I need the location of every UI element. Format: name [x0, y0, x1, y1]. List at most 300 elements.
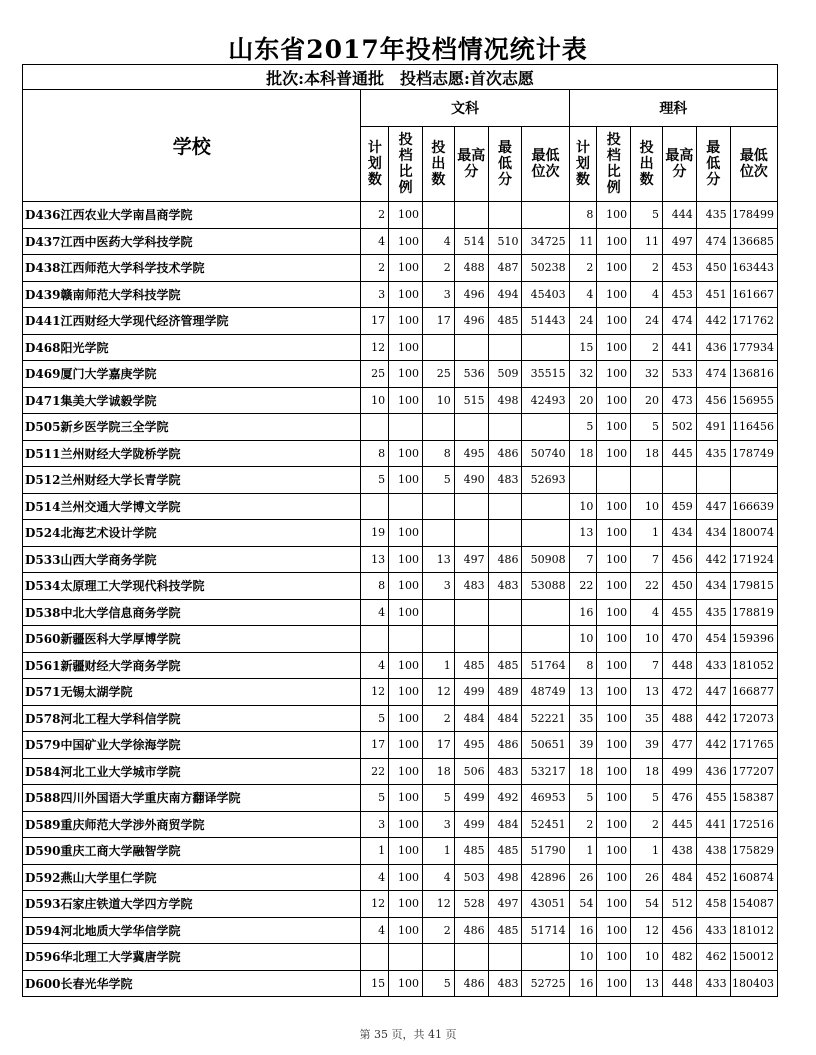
like-min-score: 458 [696, 891, 730, 918]
wenke-admitted-count [423, 414, 455, 441]
like-min-score: 433 [696, 970, 730, 997]
like-max-score: 453 [662, 281, 696, 308]
table-row [23, 652, 778, 679]
wenke-max-score: 485 [454, 838, 488, 865]
wenke-max-score: 497 [454, 546, 488, 573]
like-plan-count: 20 [569, 387, 597, 414]
like-admitted-count: 20 [631, 387, 663, 414]
wenke-min-rank: 52693 [522, 467, 569, 494]
like-admitted-count: 5 [631, 785, 663, 812]
like-min-score: 435 [696, 599, 730, 626]
wenke-max-score: 490 [454, 467, 488, 494]
wenke-admitted-count [423, 626, 455, 653]
wenke-plan-count: 17 [361, 732, 389, 759]
like-admitted-count: 1 [631, 838, 663, 865]
like-max-score: 455 [662, 599, 696, 626]
like-plan-count: 18 [569, 440, 597, 467]
wenke-min-score [488, 626, 522, 653]
like-min-rank: 181012 [730, 917, 777, 944]
wenke-admitted-count: 25 [423, 361, 455, 388]
wenke-plan-count [361, 944, 389, 971]
wenke-min-rank [522, 520, 569, 547]
wenke-admitted-count: 3 [423, 811, 455, 838]
like-admitted-count: 39 [631, 732, 663, 759]
wenke-admit-ratio: 100 [389, 599, 423, 626]
like-admit-ratio: 100 [597, 732, 631, 759]
table-row [23, 705, 778, 732]
like-admit-ratio: 100 [597, 520, 631, 547]
wenke-min-score: 486 [488, 732, 522, 759]
wenke-max-score: 486 [454, 970, 488, 997]
wenke-max-score [454, 599, 488, 626]
school-name: D533山西大学商务学院 [23, 546, 361, 573]
wenke-plan-count: 15 [361, 970, 389, 997]
wenke-admit-ratio: 100 [389, 785, 423, 812]
wenke-admitted-count: 3 [423, 281, 455, 308]
wenke-plan-count: 17 [361, 308, 389, 335]
wenke-admitted-count: 1 [423, 652, 455, 679]
like-admitted-count: 2 [631, 255, 663, 282]
wenke-plan-count-header: 计 划 数 [361, 127, 389, 202]
wenke-min-rank: 50740 [522, 440, 569, 467]
wenke-plan-count: 12 [361, 891, 389, 918]
school-name: D471集美大学诚毅学院 [23, 387, 361, 414]
like-admitted-count: 35 [631, 705, 663, 732]
wenke-plan-count: 8 [361, 573, 389, 600]
like-min-rank: 178819 [730, 599, 777, 626]
wenke-min-rank: 42493 [522, 387, 569, 414]
like-min-rank: 160874 [730, 864, 777, 891]
wenke-min-rank: 50651 [522, 732, 569, 759]
admission-table [22, 64, 778, 997]
like-max-score: 533 [662, 361, 696, 388]
like-min-rank: 180403 [730, 970, 777, 997]
like-admit-ratio [597, 467, 631, 494]
like-max-score: 512 [662, 891, 696, 918]
wenke-max-score: 485 [454, 652, 488, 679]
like-min-rank: 177934 [730, 334, 777, 361]
like-min-score: 452 [696, 864, 730, 891]
wenke-min-score: 494 [488, 281, 522, 308]
school-name: D468阳光学院 [23, 334, 361, 361]
wenke-admit-ratio: 100 [389, 917, 423, 944]
wenke-min-rank: 50908 [522, 546, 569, 573]
like-min-score: 442 [696, 546, 730, 573]
wenke-max-score [454, 520, 488, 547]
like-min-score: 442 [696, 732, 730, 759]
like-plan-count [569, 467, 597, 494]
wenke-min-score [488, 944, 522, 971]
wenke-min-rank: 46953 [522, 785, 569, 812]
like-admit-ratio: 100 [597, 785, 631, 812]
like-max-score: 472 [662, 679, 696, 706]
like-max-score: 448 [662, 652, 696, 679]
like-min-score: 474 [696, 361, 730, 388]
like-admitted-count: 24 [631, 308, 663, 335]
wenke-min-rank: 52221 [522, 705, 569, 732]
table-row [23, 361, 778, 388]
like-admitted-count: 10 [631, 944, 663, 971]
school-name: D437江西中医药大学科技学院 [23, 228, 361, 255]
like-min-rank-header: 最低 位次 [730, 127, 777, 202]
like-admitted-count: 2 [631, 334, 663, 361]
like-plan-count: 22 [569, 573, 597, 600]
table-row [23, 785, 778, 812]
wenke-min-rank [522, 493, 569, 520]
wenke-min-rank: 50238 [522, 255, 569, 282]
wenke-admit-ratio: 100 [389, 467, 423, 494]
wenke-max-score: 495 [454, 440, 488, 467]
school-name: D593石家庄铁道大学四方学院 [23, 891, 361, 918]
table-body [23, 202, 778, 997]
like-max-score: 459 [662, 493, 696, 520]
wenke-max-score: 536 [454, 361, 488, 388]
wenke-admitted-count: 10 [423, 387, 455, 414]
like-max-score: 499 [662, 758, 696, 785]
wenke-max-score [454, 944, 488, 971]
like-plan-count: 10 [569, 493, 597, 520]
table-row [23, 334, 778, 361]
wenke-max-score [454, 334, 488, 361]
like-admitted-count: 13 [631, 679, 663, 706]
like-min-score: 441 [696, 811, 730, 838]
like-min-rank: 177207 [730, 758, 777, 785]
wenke-min-rank: 52451 [522, 811, 569, 838]
like-min-rank: 136685 [730, 228, 777, 255]
wenke-admit-ratio: 100 [389, 811, 423, 838]
like-max-score: 474 [662, 308, 696, 335]
like-max-score: 450 [662, 573, 696, 600]
wenke-admit-ratio: 100 [389, 334, 423, 361]
wenke-min-score [488, 414, 522, 441]
like-min-score: 442 [696, 308, 730, 335]
wenke-max-score: 515 [454, 387, 488, 414]
like-min-rank: 166877 [730, 679, 777, 706]
wenke-min-score: 483 [488, 758, 522, 785]
like-plan-count: 54 [569, 891, 597, 918]
wenke-plan-count: 2 [361, 202, 389, 229]
wenke-admit-ratio: 100 [389, 679, 423, 706]
like-plan-count-header: 计 划 数 [569, 127, 597, 202]
wenke-admitted-count: 12 [423, 891, 455, 918]
wenke-min-rank: 51443 [522, 308, 569, 335]
table-row [23, 387, 778, 414]
like-plan-count: 11 [569, 228, 597, 255]
wenke-admitted-count: 3 [423, 573, 455, 600]
school-name: D534太原理工大学现代科技学院 [23, 573, 361, 600]
like-admit-ratio: 100 [597, 944, 631, 971]
wenke-admitted-count: 2 [423, 917, 455, 944]
like-min-score: 434 [696, 520, 730, 547]
like-plan-count: 16 [569, 599, 597, 626]
wenke-min-score: 509 [488, 361, 522, 388]
wenke-min-rank: 35515 [522, 361, 569, 388]
school-name: D439赣南师范大学科技学院 [23, 281, 361, 308]
like-admit-ratio: 100 [597, 891, 631, 918]
like-admit-ratio: 100 [597, 679, 631, 706]
table-row [23, 467, 778, 494]
page-footer: 第 35 页，共 41 页 [359, 1028, 457, 1041]
like-max-score: 497 [662, 228, 696, 255]
like-min-rank: 136816 [730, 361, 777, 388]
like-max-score: 456 [662, 917, 696, 944]
wenke-admit-ratio [389, 626, 423, 653]
wenke-plan-count: 8 [361, 440, 389, 467]
table-row [23, 202, 778, 229]
school-name: D524北海艺术设计学院 [23, 520, 361, 547]
wenke-plan-count [361, 626, 389, 653]
wenke-plan-count: 3 [361, 281, 389, 308]
wenke-min-score: 483 [488, 467, 522, 494]
school-name: D511兰州财经大学陇桥学院 [23, 440, 361, 467]
like-admit-ratio: 100 [597, 917, 631, 944]
like-plan-count: 26 [569, 864, 597, 891]
like-max-score: 456 [662, 546, 696, 573]
table-row [23, 308, 778, 335]
wenke-min-rank: 51764 [522, 652, 569, 679]
like-admitted-count: 13 [631, 970, 663, 997]
like-max-score: 473 [662, 387, 696, 414]
like-admit-ratio: 100 [597, 838, 631, 865]
wenke-min-rank: 45403 [522, 281, 569, 308]
like-admit-ratio: 100 [597, 864, 631, 891]
school-name: D561新疆财经大学商务学院 [23, 652, 361, 679]
like-admit-ratio: 100 [597, 440, 631, 467]
wenke-admit-ratio: 100 [389, 758, 423, 785]
wenke-plan-count: 4 [361, 864, 389, 891]
like-plan-count: 24 [569, 308, 597, 335]
like-admit-ratio: 100 [597, 493, 631, 520]
wenke-plan-count: 4 [361, 652, 389, 679]
wenke-admit-ratio [389, 944, 423, 971]
wenke-min-rank [522, 334, 569, 361]
like-admitted-count: 18 [631, 440, 663, 467]
wenke-min-rank: 48749 [522, 679, 569, 706]
like-admitted-count-header: 投 出 数 [631, 127, 663, 202]
wenke-admit-ratio: 100 [389, 255, 423, 282]
like-max-score: 488 [662, 705, 696, 732]
like-plan-count: 13 [569, 679, 597, 706]
wenke-admitted-count: 5 [423, 970, 455, 997]
school-name: D579中国矿业大学徐海学院 [23, 732, 361, 759]
wenke-admitted-count: 5 [423, 785, 455, 812]
wenke-admitted-count: 12 [423, 679, 455, 706]
wenke-admit-ratio: 100 [389, 573, 423, 600]
wenke-admit-ratio: 100 [389, 838, 423, 865]
table-row [23, 811, 778, 838]
wenke-header: 文科 [361, 90, 569, 127]
wenke-admit-ratio: 100 [389, 891, 423, 918]
like-min-score: 447 [696, 493, 730, 520]
wenke-min-rank: 42896 [522, 864, 569, 891]
wenke-admitted-count: 18 [423, 758, 455, 785]
wenke-min-rank [522, 202, 569, 229]
like-max-score: 482 [662, 944, 696, 971]
wenke-plan-count: 22 [361, 758, 389, 785]
wenke-max-score: 499 [454, 811, 488, 838]
wenke-admitted-count-header: 投 出 数 [423, 127, 455, 202]
like-min-rank: 154087 [730, 891, 777, 918]
like-min-score: 462 [696, 944, 730, 971]
like-min-rank: 172073 [730, 705, 777, 732]
wenke-plan-count: 5 [361, 705, 389, 732]
school-name: D438江西师范大学科学技术学院 [23, 255, 361, 282]
wenke-admit-ratio: 100 [389, 652, 423, 679]
like-admitted-count: 10 [631, 493, 663, 520]
like-admitted-count: 54 [631, 891, 663, 918]
school-name: D514兰州交通大学博文学院 [23, 493, 361, 520]
like-admit-ratio: 100 [597, 255, 631, 282]
wenke-admitted-count [423, 202, 455, 229]
wenke-min-score: 485 [488, 652, 522, 679]
wenke-min-rank [522, 414, 569, 441]
wenke-min-score: 485 [488, 917, 522, 944]
table-row [23, 758, 778, 785]
wenke-max-score: 483 [454, 573, 488, 600]
wenke-min-score: 489 [488, 679, 522, 706]
like-admitted-count: 5 [631, 202, 663, 229]
wenke-max-score: 514 [454, 228, 488, 255]
table-row [23, 679, 778, 706]
like-min-rank: 166639 [730, 493, 777, 520]
wenke-max-score: 499 [454, 679, 488, 706]
wenke-max-score [454, 493, 488, 520]
wenke-admit-ratio: 100 [389, 308, 423, 335]
batch-info: 批次:本科普通批 投档志愿:首次志愿 [23, 65, 778, 90]
wenke-admitted-count: 2 [423, 255, 455, 282]
like-admitted-count: 1 [631, 520, 663, 547]
wenke-min-rank: 43051 [522, 891, 569, 918]
table-row [23, 732, 778, 759]
like-min-rank: 178749 [730, 440, 777, 467]
wenke-min-rank: 53088 [522, 573, 569, 600]
like-min-rank: 156955 [730, 387, 777, 414]
like-min-score: 433 [696, 917, 730, 944]
wenke-max-score: 528 [454, 891, 488, 918]
wenke-plan-count: 12 [361, 679, 389, 706]
wenke-min-score: 483 [488, 573, 522, 600]
like-min-rank: 171924 [730, 546, 777, 573]
wenke-admitted-count: 13 [423, 546, 455, 573]
like-plan-count: 15 [569, 334, 597, 361]
wenke-plan-count: 10 [361, 387, 389, 414]
wenke-plan-count: 5 [361, 785, 389, 812]
table-row [23, 440, 778, 467]
like-admit-ratio: 100 [597, 599, 631, 626]
school-name: D560新疆医科大学厚博学院 [23, 626, 361, 653]
wenke-admit-ratio: 100 [389, 440, 423, 467]
wenke-min-rank: 51714 [522, 917, 569, 944]
wenke-admitted-count [423, 520, 455, 547]
wenke-min-score: 485 [488, 838, 522, 865]
like-plan-count: 10 [569, 626, 597, 653]
like-admit-ratio: 100 [597, 387, 631, 414]
wenke-plan-count [361, 414, 389, 441]
like-admit-ratio: 100 [597, 202, 631, 229]
table-row [23, 970, 778, 997]
school-name: D469厦门大学嘉庚学院 [23, 361, 361, 388]
like-min-rank: 116456 [730, 414, 777, 441]
wenke-max-score: 496 [454, 308, 488, 335]
wenke-min-rank [522, 626, 569, 653]
table-row [23, 917, 778, 944]
wenke-min-rank [522, 944, 569, 971]
like-plan-count: 5 [569, 414, 597, 441]
like-min-rank: 180074 [730, 520, 777, 547]
like-plan-count: 13 [569, 520, 597, 547]
like-min-score: 435 [696, 202, 730, 229]
school-header: 学校 [23, 90, 361, 202]
table-row [23, 573, 778, 600]
like-admit-ratio-header: 投 档 比 例 [597, 127, 631, 202]
like-admitted-count: 32 [631, 361, 663, 388]
like-max-score-header: 最高 分 [662, 127, 696, 202]
wenke-min-score: 498 [488, 387, 522, 414]
like-min-score: 455 [696, 785, 730, 812]
like-admit-ratio: 100 [597, 308, 631, 335]
school-name: D538中北大学信息商务学院 [23, 599, 361, 626]
like-admit-ratio: 100 [597, 361, 631, 388]
like-plan-count: 5 [569, 785, 597, 812]
school-name: D600长春光华学院 [23, 970, 361, 997]
like-admit-ratio: 100 [597, 758, 631, 785]
wenke-min-rank: 34725 [522, 228, 569, 255]
like-plan-count: 1 [569, 838, 597, 865]
wenke-max-score [454, 202, 488, 229]
wenke-min-score: 487 [488, 255, 522, 282]
like-min-score: 450 [696, 255, 730, 282]
like-admitted-count: 11 [631, 228, 663, 255]
like-plan-count: 18 [569, 758, 597, 785]
like-admit-ratio: 100 [597, 970, 631, 997]
table-row [23, 864, 778, 891]
like-plan-count: 16 [569, 970, 597, 997]
wenke-admitted-count [423, 599, 455, 626]
like-admit-ratio: 100 [597, 414, 631, 441]
like-max-score [662, 467, 696, 494]
like-max-score: 470 [662, 626, 696, 653]
wenke-min-score: 486 [488, 440, 522, 467]
like-min-rank: 159396 [730, 626, 777, 653]
wenke-plan-count [361, 493, 389, 520]
like-plan-count: 32 [569, 361, 597, 388]
like-admit-ratio: 100 [597, 626, 631, 653]
like-admit-ratio: 100 [597, 228, 631, 255]
like-min-score: 456 [696, 387, 730, 414]
wenke-max-score: 506 [454, 758, 488, 785]
like-min-score: 434 [696, 573, 730, 600]
wenke-plan-count: 4 [361, 599, 389, 626]
school-name: D592燕山大学里仁学院 [23, 864, 361, 891]
table-row [23, 255, 778, 282]
like-min-score: 433 [696, 652, 730, 679]
like-admit-ratio: 100 [597, 334, 631, 361]
like-admitted-count: 18 [631, 758, 663, 785]
like-plan-count: 2 [569, 255, 597, 282]
wenke-plan-count: 19 [361, 520, 389, 547]
like-min-rank [730, 467, 777, 494]
wenke-min-score [488, 493, 522, 520]
table-row [23, 228, 778, 255]
wenke-max-score-header: 最高 分 [454, 127, 488, 202]
school-name: D596华北理工大学冀唐学院 [23, 944, 361, 971]
like-min-score: 491 [696, 414, 730, 441]
like-max-score: 484 [662, 864, 696, 891]
wenke-min-score-header: 最 低 分 [488, 127, 522, 202]
wenke-max-score: 486 [454, 917, 488, 944]
wenke-max-score [454, 626, 488, 653]
wenke-min-score: 484 [488, 811, 522, 838]
